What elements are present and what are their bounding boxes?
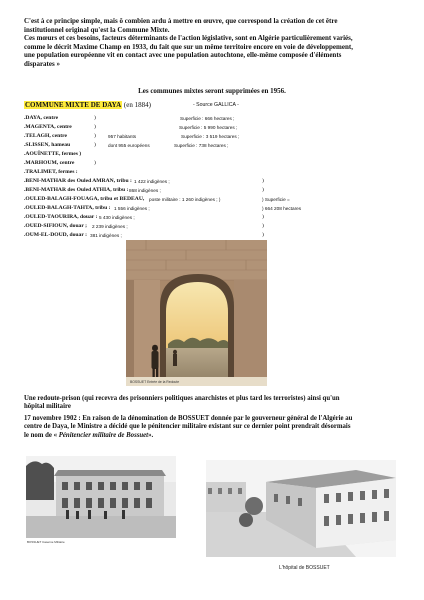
list-item <box>24 186 264 195</box>
population: 868 indigènes ; <box>129 188 161 193</box>
photo-caption: BOSSUET Caserne Militaire <box>27 540 65 544</box>
bracket: ) <box>262 232 264 238</box>
population: dont 955 européens <box>108 143 150 148</box>
list-item <box>24 204 302 213</box>
place-name: .BENI-MATHAR des Ouled ATHIA, tribu : <box>24 187 129 193</box>
list-item <box>24 195 290 204</box>
area: Superficie : 3 519 hectares ; <box>181 134 240 139</box>
bracket: ) <box>94 160 96 166</box>
decree-paragraph <box>24 415 400 440</box>
penitentiary-name: Pénitencier militaire de Bossuet <box>58 431 149 439</box>
paragraph-line <box>24 432 400 440</box>
place-name: .SLISSEN, hameau <box>24 142 71 148</box>
place-name: .TRALIMET, fermes : <box>24 169 78 175</box>
population: 5 430 indigènes ; <box>99 215 135 220</box>
paragraph-line: centre de Daya, le Ministre a décidé que le pénitencier militaire existant sur ce dernier point prendrait désormais <box>24 423 351 431</box>
list-item <box>24 150 81 159</box>
photo-caption: BOSSUET Entrée de la Redoute <box>130 380 180 384</box>
place-name: .OULED-BALAGH-FOUAGA, tribu et BEDEAU, <box>24 196 145 202</box>
source-note: - Source GALLICA - <box>193 102 239 108</box>
photo-caption: L'hôpital de BOSSUET <box>279 565 330 571</box>
place-name: .OULED-BALAGH-TAHTA, tribu : <box>24 205 111 211</box>
intro-paragraph <box>24 17 400 69</box>
place-name: .MAGENTA, centre <box>24 124 72 130</box>
redoute-entrance-photo <box>126 240 267 386</box>
intro-line: une population européenne vit en contact avec une population autochtone, elle-même composée d'éléments <box>24 51 342 60</box>
intro-line: Ces mœurs et ces besoins, facteurs déterminants de l'action législative, sont en Algérie particulièrement variés, <box>24 34 353 43</box>
place-name: .AOUÏNETTE, fermes ) <box>24 151 82 157</box>
caserne-photo <box>26 456 176 548</box>
paragraph-line: Une redoute-prison (qui recevra des prisonniers politiques anarchistes et plus tard les terroristes) ainsi qu'un <box>24 395 340 402</box>
list-item <box>24 132 240 141</box>
population: 957 habitants <box>108 134 137 139</box>
commune-name-highlight: COMMUNE MIXTE DE DAYA <box>25 101 122 109</box>
population: 1 422 indigènes ; <box>134 179 170 184</box>
place-name: .OULED-TAOURIRA, douar : <box>24 214 98 220</box>
commune-title <box>24 101 151 109</box>
list-item <box>24 114 235 123</box>
intro-line: disparates » <box>24 59 60 68</box>
list-item <box>24 159 96 168</box>
bracket: ) <box>262 187 264 193</box>
redoute-entrance-image <box>126 240 267 386</box>
area-total-label: ) Superficie = <box>262 197 290 202</box>
list-item <box>24 222 264 231</box>
hospital-photo <box>206 460 396 557</box>
caserne-image <box>26 456 176 548</box>
text-span: ». <box>148 431 154 439</box>
area-total: ) 664 208 hectares <box>262 206 302 211</box>
area: Superficie : 5 990 hectares ; <box>179 125 238 130</box>
list-item <box>24 123 238 132</box>
list-item <box>24 231 264 240</box>
population: 1 556 indigènes ; <box>114 206 150 211</box>
area: Superficie : 666 hectares ; <box>180 116 235 121</box>
bracket: ) <box>94 124 96 130</box>
list-item <box>24 141 229 150</box>
bracket: ) <box>262 223 264 229</box>
population: 381 indigènes ; <box>90 233 122 238</box>
section-heading: Les communes mixtes seront supprimées en 1956. <box>138 87 286 95</box>
population: 2 239 indigènes ; <box>92 224 128 229</box>
redoute-paragraph <box>24 395 400 412</box>
population: poste militaire : 1 260 indigènes ; ) <box>149 197 221 202</box>
intro-line: comme le décrit Maxime Champ en 1933, du fait que sur un même territoire encore en voie de développement, <box>24 42 353 51</box>
area: Superficie : 738 hectares ; <box>174 143 229 148</box>
place-name: .DAYA, centre <box>24 115 59 121</box>
place-name: .BENI-MATHAR des Ouled AMRAN, tribu : <box>24 178 132 184</box>
place-name: .OUED-SIFIOUN, douar ; <box>24 223 87 229</box>
bracket: ) <box>94 142 96 148</box>
list-item <box>24 213 264 222</box>
bracket: ) <box>262 178 264 184</box>
bracket: ) <box>94 133 96 139</box>
intro-line: C'est à ce principe simple, mais ô combien ardu à mettre en œuvre, que correspond la création de cet être <box>24 17 338 25</box>
text-span: le nom de « <box>24 431 59 439</box>
bracket: ) <box>262 214 264 220</box>
hospital-image <box>206 460 396 557</box>
paragraph-line: hôpital militaire <box>24 403 71 411</box>
list-item <box>24 177 264 186</box>
bracket: ) <box>94 115 96 121</box>
place-name: .MARHOUM, centre <box>24 160 75 166</box>
intro-line: institutionnel original qu'est la Commune Mixte. <box>24 25 170 34</box>
place-name: .TELAGH, centre <box>24 133 67 139</box>
paragraph-line: 17 novembre 1902 : En raison de la dénomination de BOSSUET donnée par le gouverneur général de l'Algérie au <box>24 415 353 422</box>
commune-year: (en 1884) <box>123 101 151 109</box>
place-name: .OUM-EL-DOUD, douar : <box>24 232 87 238</box>
list-item <box>24 168 78 177</box>
